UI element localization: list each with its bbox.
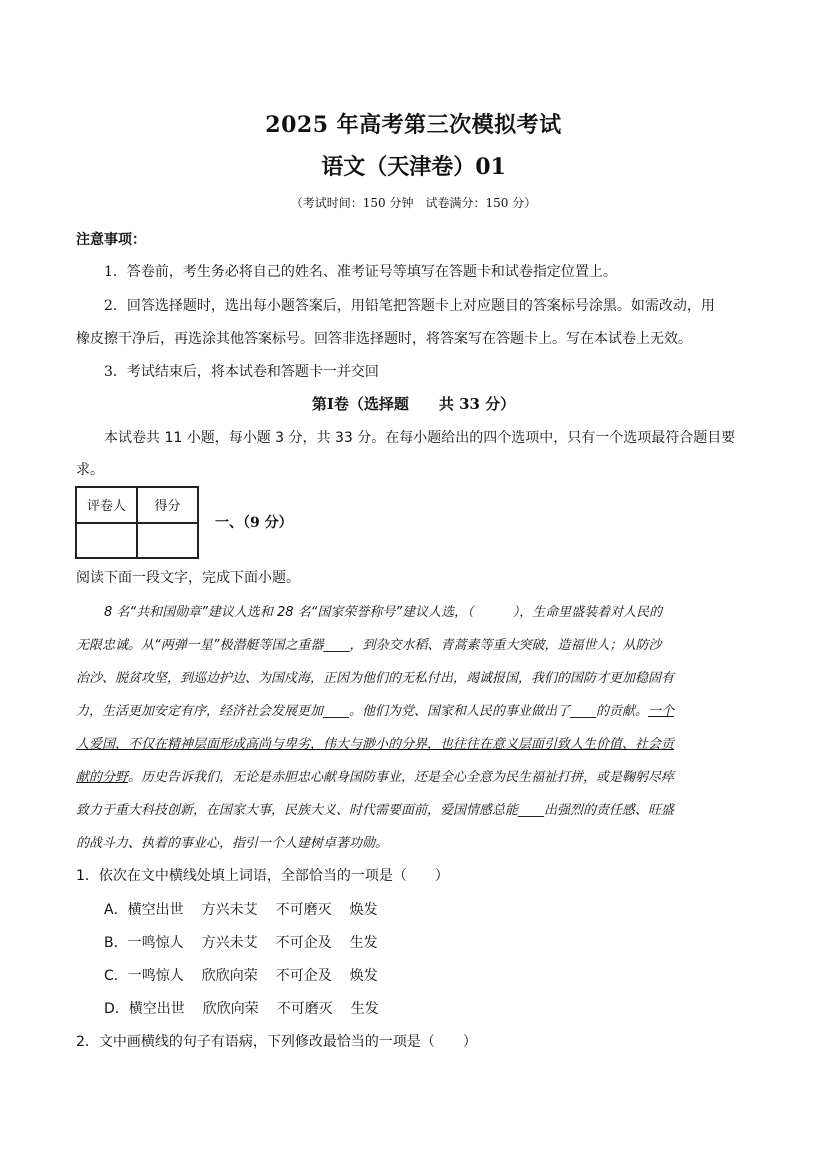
- question-1: 1．依次在文中横线处填上词语，全部恰当的一项是（ ）: [76, 868, 449, 884]
- notes-heading: 注意事项：: [76, 232, 146, 248]
- option-text: 不可企及: [275, 935, 332, 951]
- q1-option-c[interactable]: [104, 965, 378, 985]
- option-text: 方兴未艾: [201, 935, 258, 951]
- note-item-2: 2．回答选择题时，选出每小题答案后，用铅笔把答题卡上对应题目的答案标号涂黑。如需改动，用: [104, 298, 715, 314]
- passage-line-6: [76, 766, 674, 785]
- passage-underlined-start: 一个: [648, 704, 675, 719]
- q1-option-a[interactable]: [104, 899, 378, 919]
- option-text: 焕发: [349, 902, 378, 918]
- option-text: 生发: [349, 935, 378, 951]
- option-text: B．一鸣惊人: [104, 935, 184, 951]
- passage-line-2: 无限忠诚。从“两弹一星”极潜艇等国之重器____，到杂交水稻、青蒿素等重大突破，造福世人；从防沙: [76, 638, 662, 653]
- passage-line-1: 8 名“共和国勋章”建议人选和 28 名“国家荣誉称号”建议人选，（ ），生命里盛装着对人民的: [104, 605, 663, 620]
- passage-line-8: 的战斗力、执着的事业心，指引一个人建树卓著功勋。: [76, 836, 389, 851]
- q1-option-d[interactable]: [104, 998, 379, 1018]
- grader-header: 评卷人: [76, 487, 137, 523]
- passage-line-3: 治沙、脱贫攻坚，到巡边护边、为国戍海，正因为他们的无私付出，竭诚报国，我们的国防才更加稳固有: [76, 671, 675, 686]
- question-2: 2．文中画横线的句子有语病，下列修改最恰当的一项是（ ）: [76, 1034, 477, 1050]
- grader-score-table: [75, 486, 199, 559]
- option-text: A．横空出世: [104, 902, 184, 918]
- part-label: 一、（9 分）: [215, 515, 293, 531]
- grader-cell[interactable]: [76, 523, 137, 559]
- option-text: D．横空出世: [104, 1001, 185, 1017]
- option-text: 不可磨灭: [276, 1001, 333, 1017]
- exam-subtitle: 语文（天津卷）01: [321, 154, 506, 180]
- note-item-1: 1．答卷前，考生务必将自己的姓名、准考证号等填写在答题卡和试卷指定位置上。: [104, 264, 617, 280]
- note-item-3: 3．考试结束后，将本试卷和答题卡一并交回: [104, 364, 379, 380]
- passage-line-6-text: 。历史告诉我们，无论是赤胆忠心献身国防事业，还是全心全意为民生福祉打拼，或是鞠躬尽瘁: [128, 770, 675, 785]
- option-text: 不可企及: [275, 968, 332, 984]
- passage-line-7: 致力于重大科技创新，在国家大事，民族大义、时代需要面前，爱国情感总能____出强烈的责任感、旺盛: [76, 803, 675, 818]
- section-intro-cont: 求。: [76, 462, 104, 478]
- passage-underlined-end: 献的分野: [76, 770, 129, 785]
- exam-title: 2025 年高考第三次模拟考试: [265, 112, 562, 138]
- score-cell[interactable]: [137, 523, 198, 559]
- exam-info: （考试时间：150 分钟 试卷满分：150 分）: [290, 196, 537, 210]
- passage-line-4: [76, 700, 674, 719]
- passage-line-5-underlined: 人爱国，不仅在精神层面形成高尚与卑劣，伟大与渺小的分界，也往往在意义层面引致人生价值、社会贡: [76, 737, 675, 752]
- section-heading: 第Ⅰ卷（选择题 共 33 分）: [311, 395, 516, 413]
- option-text: 方兴未艾: [201, 902, 258, 918]
- option-text: 焕发: [349, 968, 378, 984]
- option-text: 生发: [350, 1001, 379, 1017]
- reading-instruction: 阅读下面一段文字，完成下面小题。: [76, 570, 300, 586]
- q1-option-b[interactable]: [104, 932, 378, 952]
- option-text: 欣欣向荣: [201, 968, 258, 984]
- option-text: 不可磨灭: [275, 902, 332, 918]
- option-text: 欣欣向荣: [202, 1001, 259, 1017]
- option-text: C．一鸣惊人: [104, 968, 184, 984]
- section-intro: 本试卷共 11 小题，每小题 3 分，共 33 分。在每小题给出的四个选项中，只有一个选项最符合题目要: [104, 430, 736, 446]
- passage-line-4-text: 力，生活更加安定有序，经济社会发展更加____。他们为党、国家和人民的事业做出了____的贡献。: [76, 704, 649, 719]
- note-item-2-cont: 橡皮擦干净后，再选涂其他答案标号。回答非选择题时，将答案写在答题卡上。写在本试卷上无效。: [76, 331, 692, 347]
- score-header: 得分: [137, 487, 198, 523]
